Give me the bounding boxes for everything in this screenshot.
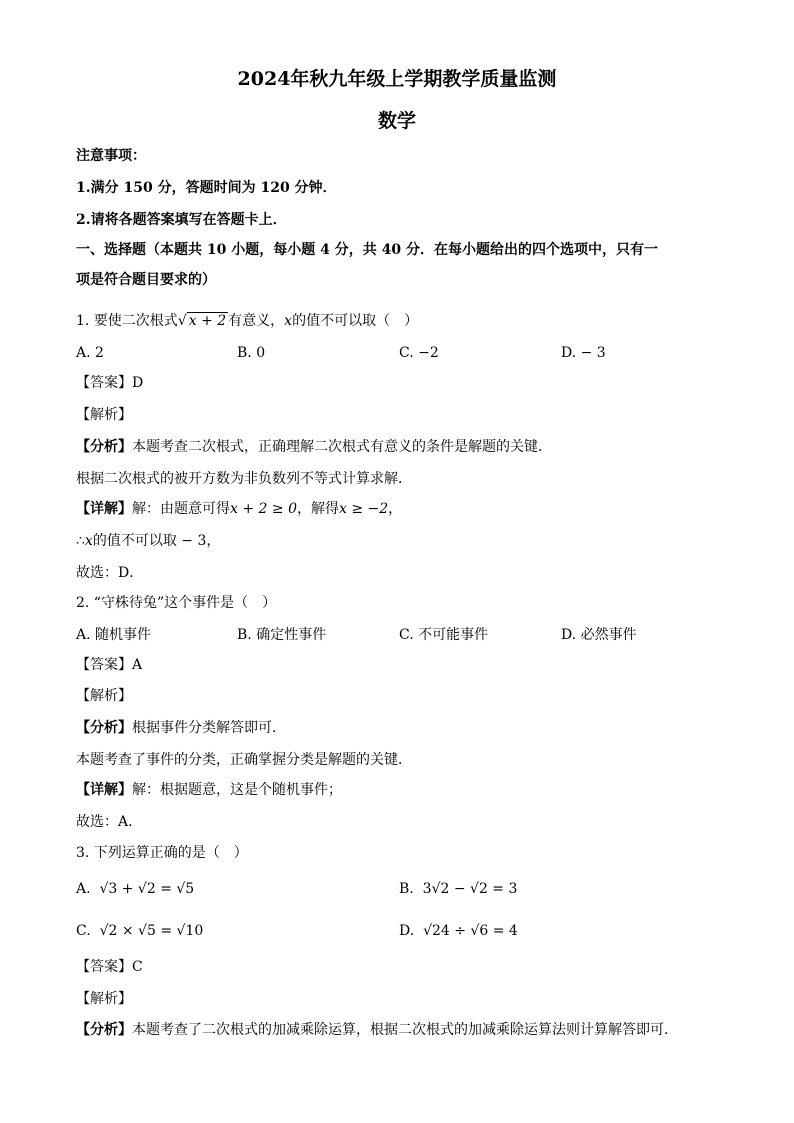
q1-conclusion xyxy=(76,531,220,551)
q1-fenxi-line2: 根据二次根式的被开方数为非负数列不等式计算求解． xyxy=(76,471,412,487)
q2-option-a: A. 随机事件 xyxy=(76,627,152,643)
subject-title: 数学 xyxy=(377,110,416,132)
q3-jiexi: 【解析】 xyxy=(76,991,132,1007)
q3-answer: 【答案】C xyxy=(76,959,143,975)
q2-stem: 2. “守株待兔”这个事件是（ ） xyxy=(76,595,277,611)
q1-xiangjie-tag: 【详解】 xyxy=(76,501,132,517)
q1-ineq2: x ≥ −2 xyxy=(338,501,389,517)
q2-answer: 【答案】A xyxy=(76,657,143,673)
q1-option-d: D. − 3 xyxy=(561,345,606,361)
q2-option-c: C. 不可能事件 xyxy=(399,627,489,643)
exam-title: 2024年秋九年级上学期教学质量监测 xyxy=(237,68,557,90)
q1-fenxi xyxy=(76,437,552,457)
q1-choose: 故选：D． xyxy=(76,565,144,581)
q2-jiexi: 【解析】 xyxy=(76,688,132,704)
q3-stem: 3. 下列运算正确的是（ ） xyxy=(76,845,248,861)
q1-radicand: x + 2 xyxy=(188,313,227,329)
q2-xiangjie-tag: 【详解】 xyxy=(76,782,132,798)
q3-fenxi-tag: 【分析】 xyxy=(76,1022,132,1038)
q3-option-b xyxy=(399,879,517,899)
q3-option-a xyxy=(76,879,194,899)
q3-option-c-label: C. xyxy=(76,923,91,939)
q3-fenxi-text: 本题考查了二次根式的加减乘除运算，根据二次根式的加减乘除运算法则计算解答即可． xyxy=(132,1022,678,1038)
q1-conclusion-text: 的值不可以取 − 3， xyxy=(92,533,221,549)
q3-option-d-label: D. xyxy=(399,923,415,939)
q1-therefore: ∴ xyxy=(76,533,85,549)
q2-xiangjie-text: 解：根据题意，这是个随机事件； xyxy=(132,782,342,798)
q3-option-d-expr: √24 ÷ √6 = 4 xyxy=(423,923,518,939)
q1-fenxi-tag: 【分析】 xyxy=(76,439,132,455)
section-heading-line2: 项是符合题目要求的） xyxy=(76,272,216,288)
q1-option-b: B. 0 xyxy=(237,345,266,361)
q2-xiangjie xyxy=(76,780,342,800)
q1-stem-end: 的值不可以取（ ） xyxy=(292,313,419,329)
q1-stem xyxy=(76,311,418,331)
q2-fenxi-text: 根据事件分类解答即可． xyxy=(132,720,286,736)
q1-option-c: C. −2 xyxy=(399,345,439,361)
q2-fenxi xyxy=(76,718,286,738)
q1-fenxi-text: 本题考查二次根式，正确理解二次根式有意义的条件是解题的关键． xyxy=(132,439,552,455)
q3-option-b-expr: 3√2 − √2 = 3 xyxy=(422,881,518,897)
q2-option-d: D. 必然事件 xyxy=(561,627,637,643)
q1-xiangjie xyxy=(76,499,402,519)
q3-option-d xyxy=(399,921,518,941)
q1-ineq1: x + 2 ≥ 0 xyxy=(230,501,297,517)
q3-option-b-label: B. xyxy=(399,881,414,897)
notes-heading: 注意事项： xyxy=(76,148,146,164)
q1-radical: √ x + 2 xyxy=(177,313,227,329)
q3-option-c xyxy=(76,921,203,941)
q1-stem-pre: 1. 要使二次根式 xyxy=(76,313,178,329)
q1-stem-post: 有意义， xyxy=(228,313,285,329)
q1-xiangjie-end: ， xyxy=(388,501,403,517)
q1-xiangjie-pre: 解：由题意可得 xyxy=(132,501,230,517)
q1-var: x xyxy=(284,313,293,329)
q1-jiexi: 【解析】 xyxy=(76,407,132,423)
q3-option-c-expr: √2 × √5 = √10 xyxy=(99,923,204,939)
section-heading-line1: 一、选择题（本题共 10 小题，每小题 4 分，共 40 分．在每小题给出的四个选项中，只有一 xyxy=(76,242,658,258)
q2-fenxi-line2: 本题考查了事件的分类，正确掌握分类是解题的关键． xyxy=(76,752,412,768)
q3-fenxi xyxy=(76,1020,678,1040)
q2-fenxi-tag: 【分析】 xyxy=(76,720,132,736)
q3-option-a-expr: √3 + √2 = √5 xyxy=(99,881,195,897)
note-item-2: 2.请将各题答案填写在答题卡上． xyxy=(76,212,287,228)
q1-conclusion-var: x xyxy=(84,533,93,549)
q2-choose: 故选：A． xyxy=(76,814,143,830)
q3-option-a-label: A. xyxy=(76,881,91,897)
q1-answer: 【答案】D xyxy=(76,375,144,391)
q1-xiangjie-mid: ，解得 xyxy=(296,501,339,517)
note-item-1: 1.满分 150 分，答题时间为 120 分钟． xyxy=(76,180,337,196)
q2-option-b: B. 确定性事件 xyxy=(237,627,327,643)
q1-option-a: A. 2 xyxy=(76,345,104,361)
